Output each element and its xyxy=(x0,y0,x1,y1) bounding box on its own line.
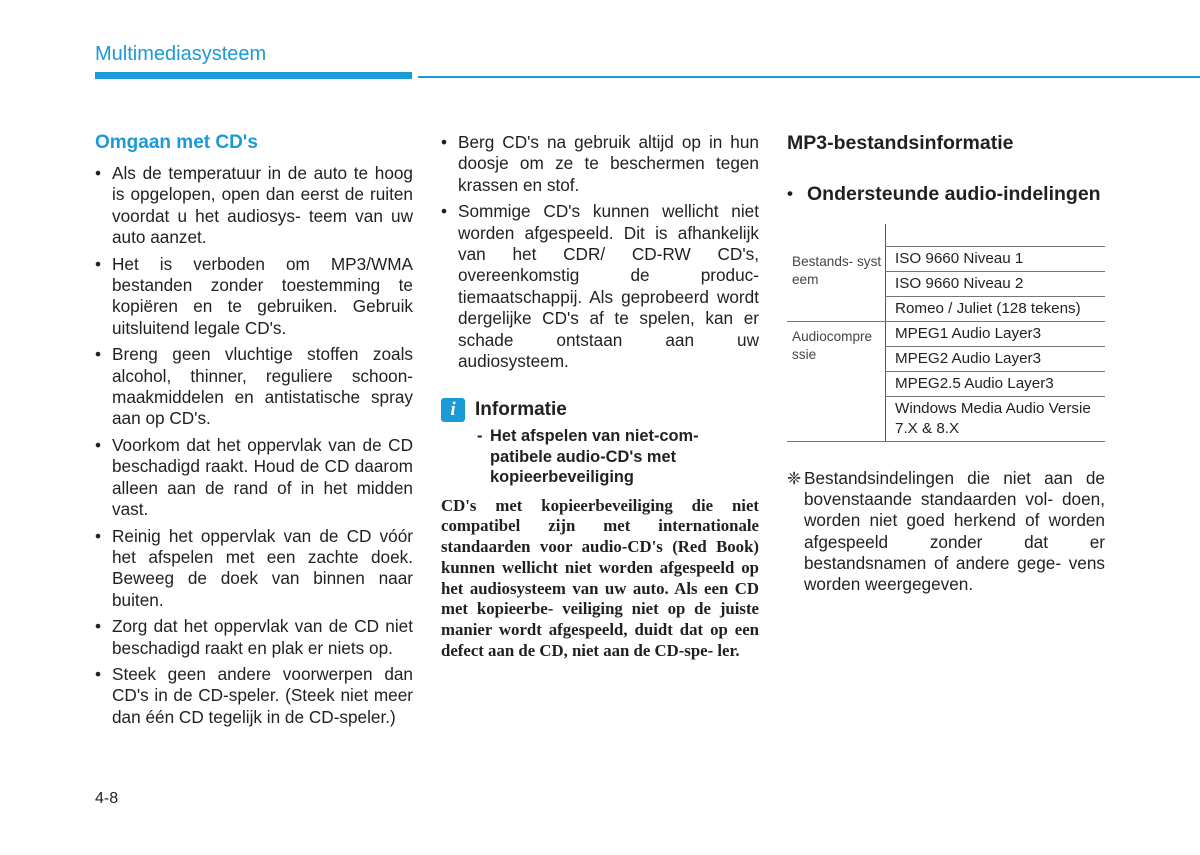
list-item: • Berg CD's na gebruik altijd op in hun doosje om ze te beschermen tegen krassen en stof. xyxy=(441,132,759,196)
note-mark-icon: ❈ xyxy=(787,468,802,488)
table-cell: MPEG2.5 Audio Layer3 xyxy=(886,372,1106,397)
header-title: Multimediasysteem xyxy=(95,43,267,65)
table-cell: MPEG2 Audio Layer3 xyxy=(886,347,1106,372)
header-rule-thin xyxy=(418,76,1200,78)
page-number: 4-8 xyxy=(95,790,119,807)
info-body: CD's met kopieerbeveiliging die niet compatibel zijn met internationale standaarden voor audio-CD's (Red Book) kunnen wellicht niet worden afgespeeld op het audiosysteem van uw auto. Als een CD met kopieerbe- veiliging niet op de juiste manier wordt afgespeeld, duidt dat op een defect aan de CD, niet aan de CD-spe- ler. xyxy=(441,495,759,661)
list-item: • Sommige CD's kunnen wellicht niet worden afgespeeld. Dit is afhankelijk van het CDR/ CD-RW CD's, overeenkomstig de produc- tiemaatschappij. Als geprobeerd wordt dergelijke CD's af te spelen, kan er schade ontstaan aan uw audiosysteem. xyxy=(441,201,759,372)
table-cell: MPEG1 Audio Layer3 xyxy=(886,322,1106,347)
cd-handling-list-continued xyxy=(441,132,759,377)
format-note xyxy=(787,468,1105,595)
note-text: Bestandsindelingen die niet aan de bovenstaande standaarden vol- doen, worden niet goed herkend of worden afgespeeld zonder dat er bestandsnamen of andere gege- vens worden weergegeven. xyxy=(804,468,1105,595)
info-subtitle: - Het afspelen van niet-com- patibele audio-CD's met kopieerbeveiliging xyxy=(477,426,759,488)
list-item: • Breng geen vluchtige stoffen zoals alcohol, thinner, reguliere schoon- maakmiddelen en antistatische spray aan op CD's. xyxy=(95,344,413,430)
mp3-subheading xyxy=(787,183,1105,205)
table-cell: ISO 9660 Niveau 1 xyxy=(886,247,1106,272)
list-item: • Voorkom dat het oppervlak van de CD beschadigd raakt. Houd de CD daarom alleen aan de rand of in het midden vast. xyxy=(95,435,413,521)
info-box xyxy=(441,398,759,662)
audio-format-table xyxy=(787,224,1105,442)
list-item: • Zorg dat het oppervlak van de CD niet beschadigd raakt en plak er niets op. xyxy=(95,616,413,659)
table-cell: Romeo / Juliet (128 tekens) xyxy=(886,297,1106,322)
list-item: • Als de temperatuur in de auto te hoog is opgelopen, open dan eerst de ruiten voordat u het audiosys- teem van uw auto aanzet. xyxy=(95,163,413,249)
mp3-heading: MP3-bestandsinformatie xyxy=(787,132,1014,154)
table-row xyxy=(787,247,1105,272)
section-heading-cd-handling: Omgaan met CD's xyxy=(95,132,258,153)
info-header xyxy=(441,398,759,422)
cd-handling-list xyxy=(95,163,413,733)
table-row xyxy=(787,322,1105,347)
table-spacer-cell xyxy=(886,224,1106,247)
list-item: • Reinig het oppervlak van de CD vóór het afspelen met een zachte doek. Beweeg de doek van binnen naar buiten. xyxy=(95,526,413,612)
mp3-subheading-text: Ondersteunde audio-indelingen xyxy=(807,183,1101,205)
list-item: • Steek geen andere voorwerpen dan CD's in de CD-speler. (Steek niet meer dan één CD tegelijk in de CD-speler.) xyxy=(95,664,413,728)
header-rule-thick xyxy=(95,72,412,79)
table-cell: Windows Media Audio Versie 7.X & 8.X xyxy=(886,397,1106,442)
table-cell: ISO 9660 Niveau 2 xyxy=(886,272,1106,297)
table-spacer-cell xyxy=(787,224,886,247)
info-title: Informatie xyxy=(475,399,567,420)
info-icon: i xyxy=(441,398,465,422)
list-item: • Het is verboden om MP3/WMA bestanden zonder toestemming te kopiëren en te gebruiken. Gebruik uitsluitend legale CD's. xyxy=(95,254,413,340)
filesystem-label: Bestands- syst eem xyxy=(787,247,886,322)
compression-label: Audiocompre ssie xyxy=(787,322,886,442)
